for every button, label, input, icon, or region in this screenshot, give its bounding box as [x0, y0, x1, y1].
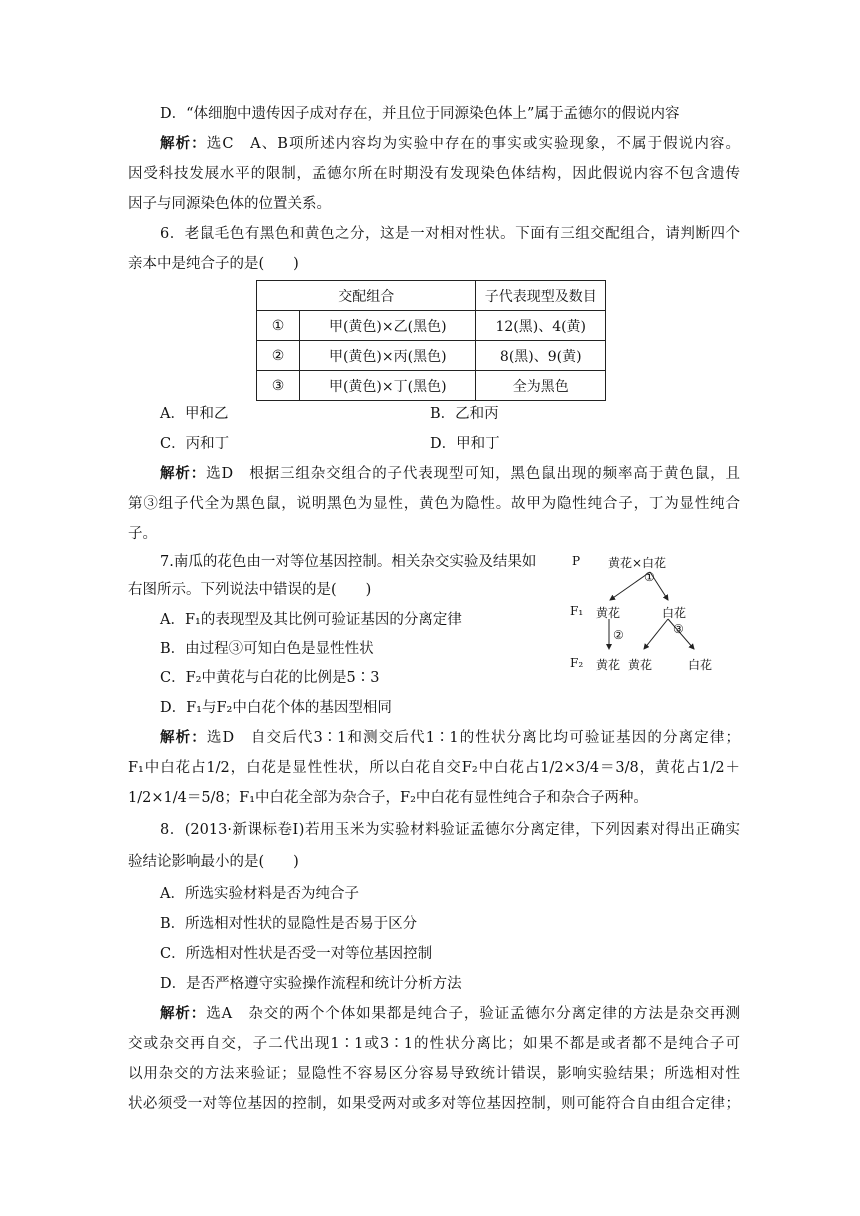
cross-diagram: [566, 552, 756, 677]
table-row: [257, 371, 606, 401]
q8-option-a: A．所选实验材料是否为纯合子: [160, 886, 359, 902]
q5-analysis-line-3: 因子与同源染色体的位置关系。: [128, 196, 331, 212]
diagram-step-2: ②: [613, 628, 624, 642]
q8-analysis-line-2: 交或杂交再自交，子二代出现1∶1或3∶1的性状分离比；如果不都是或者都不是纯合子可: [128, 1036, 740, 1052]
q7-stem-line-1: 7.南瓜的花色由一对等位基因控制。相关杂交实验及结果如: [160, 554, 537, 570]
cross-table: [256, 280, 606, 401]
table-row: [257, 341, 606, 371]
table-header-offspring: 子代表现型及数目: [476, 281, 606, 311]
diagram-f1-label: F₁: [570, 604, 584, 618]
q5-analysis-line-1: 解析：选C A、B项所述内容均为实验中存在的事实或实验现象，不属于假说内容。: [160, 135, 741, 152]
table-header-cross: 交配组合: [257, 281, 476, 311]
diagram-f1-right: 白花: [662, 606, 687, 620]
q8-option-b: B．所选相对性状的显隐性是否易于区分: [160, 916, 418, 932]
analysis-label: 解析：: [160, 1005, 207, 1022]
q8-stem-line-1: 8．(2013·新课标卷Ⅰ)若用玉米为实验材料验证孟德尔分离定律，下列因素对得出正确实: [160, 822, 740, 838]
diagram-p-cross: 黄花×白花: [608, 556, 667, 570]
q8-analysis-line-3: 以用杂交的方法来验证；显隐性不容易区分容易导致统计错误，影响实验结果；所选相对性: [128, 1066, 740, 1082]
q7-analysis-line-1: 解析：选D 自交后代3∶1和测交后代1∶1的性状分离比均可验证基因的分离定律；: [160, 729, 741, 746]
q8-option-c: C．所选相对性状是否受一对等位基因控制: [160, 946, 433, 962]
table-cell: 甲(黄色)×丁(黑色): [300, 371, 476, 401]
q6-stem-line-1: 6．老鼠毛色有黑色和黄色之分，这是一对相对性状。下面有三组交配组合，请判断四个: [160, 226, 740, 242]
diagram-f2-c: 白花: [688, 658, 713, 672]
diagram-step-3: ③: [673, 622, 684, 636]
q6-option-a: A．甲和乙: [160, 406, 229, 422]
q7-analysis-line-3: 1/2×1/4＝5/8；F₁中白花全部为杂合子，F₂中白花有显性纯合子和杂合子两种。: [128, 790, 648, 806]
q8-analysis-line-1: 解析：选A 杂交的两个个体如果都是纯合子，验证孟德尔分离定律的方法是杂交再测: [160, 1005, 741, 1022]
table-cell: 甲(黄色)×丙(黑色): [300, 341, 476, 371]
q6-analysis-line-3: 子。: [128, 526, 157, 542]
table-cell: 12(黑)、4(黄): [476, 311, 606, 341]
table-header-row: [257, 281, 606, 311]
q6-option-d: D．甲和丁: [430, 436, 500, 452]
diagram-f2-b: 黄花: [628, 658, 653, 672]
diagram-f2-label: F₂: [570, 656, 584, 670]
table-cell: 全为黑色: [476, 371, 606, 401]
q6-option-b: B．乙和丙: [430, 406, 499, 422]
diagram-p-label: P: [572, 554, 581, 568]
analysis-label: 解析：: [160, 465, 207, 482]
q7-option-d: D．F₁与F₂中白花个体的基因型相同: [160, 700, 392, 716]
q6-analysis-line-2: 第③组子代全为黑色鼠，说明黑色为显性，黄色为隐性。故甲为隐性纯合子，丁为显性纯合: [128, 496, 740, 512]
q7-analysis-line-2: F₁中白花占1/2，白花是显性性状，所以白花自交F₂中白花占1/2×3/4＝3/8，黄花占1/2＋: [128, 760, 740, 776]
q7-stem-line-2: 右图所示。下列说法中错误的是( ): [128, 582, 372, 598]
q5-option-d: D．“体细胞中遗传因子成对存在，并且位于同源染色体上”属于孟德尔的假说内容: [160, 106, 680, 122]
table-cell: 甲(黄色)×乙(黑色): [300, 311, 476, 341]
diagram-f2-a: 黄花: [596, 658, 621, 672]
q7-option-b: B．由过程③可知白色是显性性状: [160, 641, 374, 657]
q6-option-c: C．丙和丁: [160, 436, 230, 452]
analysis-label: 解析：: [160, 729, 207, 746]
q7-option-a: A．F₁的表现型及其比例可验证基因的分离定律: [160, 612, 462, 628]
table-cell: ③: [257, 371, 300, 401]
table-cell: ②: [257, 341, 300, 371]
table-cell: 8(黑)、9(黄): [476, 341, 606, 371]
q8-analysis-line-4: 状必须受一对等位基因的控制，如果受两对或多对等位基因控制，则可能符合自由组合定律；: [128, 1096, 740, 1112]
analysis-label: 解析：: [160, 135, 207, 152]
q5-analysis-line-2: 因受科技发展水平的限制，孟德尔所在时期没有发现染色体结构，因此假说内容不包含遗传: [128, 166, 740, 182]
q6-stem-line-2: 亲本中是纯合子的是( ): [128, 256, 299, 272]
q6-analysis-line-1: 解析：选D 根据三组杂交组合的子代表现型可知，黑色鼠出现的频率高于黄色鼠，且: [160, 465, 741, 482]
diagram-f1-left: 黄花: [596, 606, 621, 620]
q7-option-c: C．F₂中黄花与白花的比例是5∶3: [160, 670, 380, 686]
q8-option-d: D．是否严格遵守实验操作流程和统计分析方法: [160, 976, 462, 992]
table-row: [257, 311, 606, 341]
q8-stem-line-2: 验结论影响最小的是( ): [128, 854, 299, 870]
table-cell: ①: [257, 311, 300, 341]
diagram-step-1: ①: [644, 570, 655, 584]
